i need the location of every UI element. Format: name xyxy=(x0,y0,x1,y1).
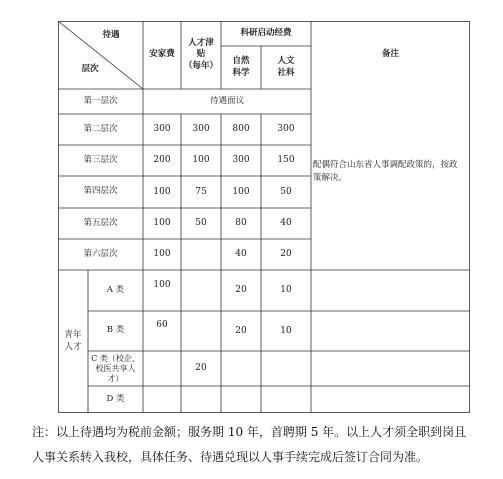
cell-humanities: 10 xyxy=(280,325,292,336)
row-level: 第二层次 xyxy=(83,123,118,134)
cell-settle: 300 xyxy=(153,124,171,135)
remarks-text: 配偶符合山东省人事调配政策的，按政策解决。 xyxy=(313,160,458,183)
cell-subsidy xyxy=(181,239,221,270)
cell-natural: 20 xyxy=(235,325,247,336)
cell-subsidy xyxy=(181,386,221,413)
row-level: 第三层次 xyxy=(83,154,118,165)
header-treatment: 待遇 xyxy=(102,30,120,41)
header-level: 层次 xyxy=(81,64,99,75)
cell-natural xyxy=(221,351,261,386)
cell-settle: 100 xyxy=(153,249,171,260)
cell-humanities: 150 xyxy=(277,155,295,166)
row-level: 第五层次 xyxy=(83,217,118,228)
cell-natural: 80 xyxy=(235,218,247,229)
treatment-table xyxy=(58,21,470,413)
cell-natural: 100 xyxy=(232,186,250,197)
footnote: 注：以上待遇均为税前金额；服务期 10 年，首聘期 5 年。以上人才须全职到岗且人事关系转入我校，具体任务、待遇兑现以人事手续完成后签订合同为准。 xyxy=(32,425,467,464)
cell-natural: 800 xyxy=(232,124,250,135)
header-subsidy: 人才津 贴 （每年） xyxy=(183,37,218,71)
cell-subsidy: 300 xyxy=(192,124,210,135)
row-level: 第一层次 xyxy=(83,95,118,106)
cell-settle: 100 xyxy=(153,218,171,229)
header-research: 科研启动经费 xyxy=(240,27,292,38)
cell-settle: 100 xyxy=(153,279,171,290)
header-natural: 自然 科学 xyxy=(232,56,250,78)
header-remarks: 备注 xyxy=(381,49,399,60)
cell-humanities: 20 xyxy=(280,249,292,260)
row-level: 第四层次 xyxy=(83,186,118,197)
cell-subsidy: 75 xyxy=(195,186,207,197)
header-humanities: 人文 社科 xyxy=(277,56,295,78)
cell-humanities xyxy=(261,351,311,386)
cell-subsidy xyxy=(181,311,221,351)
cell-natural: 40 xyxy=(235,249,247,260)
youth-category: B 类 xyxy=(106,325,125,336)
row-merged-note: 待遇面议 xyxy=(209,95,244,106)
cell-humanities: 40 xyxy=(280,218,292,229)
cell-subsidy: 20 xyxy=(195,363,207,374)
cell-subsidy: 50 xyxy=(195,218,207,229)
youth-category: C 类（校企、 校医共享人 才） xyxy=(91,353,140,383)
cell-settle: 200 xyxy=(153,155,171,166)
youth-category: A 类 xyxy=(106,284,125,295)
cell-settle: 60 xyxy=(156,319,168,330)
cell-subsidy xyxy=(181,270,221,311)
cell-humanities: 300 xyxy=(277,124,295,135)
cell-settle: 100 xyxy=(153,186,171,197)
cell-natural xyxy=(221,386,261,413)
youth-category: D 类 xyxy=(106,393,125,404)
cell-natural: 300 xyxy=(232,155,250,166)
cell-settle xyxy=(143,351,181,386)
cell-humanities: 50 xyxy=(280,186,292,197)
header-settle: 安家费 xyxy=(149,49,175,60)
youth-label: 青年 人才 xyxy=(64,330,82,352)
cell-settle xyxy=(143,386,181,413)
cell-humanities: 10 xyxy=(280,285,292,296)
row-level: 第六层次 xyxy=(83,248,118,259)
cell-natural: 20 xyxy=(235,285,247,296)
cell-humanities xyxy=(261,386,311,413)
cell-subsidy: 100 xyxy=(192,155,210,166)
